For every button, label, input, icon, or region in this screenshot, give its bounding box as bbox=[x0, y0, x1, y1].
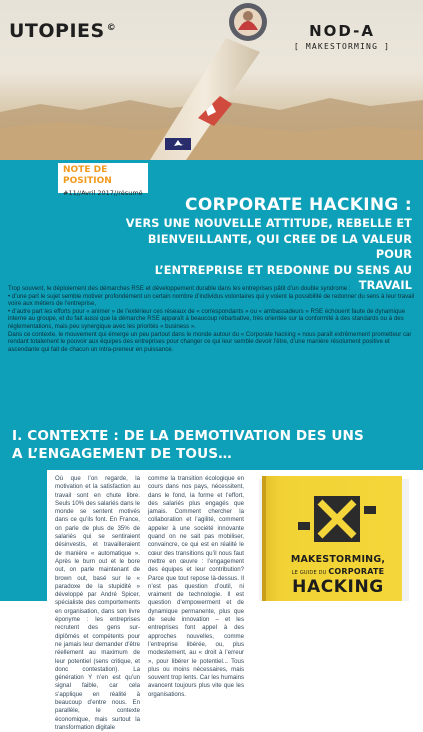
note-de-position-box bbox=[58, 163, 148, 197]
intro-bullet-1: • d’une part le sujet semble motiver profondément un certain nombre d’individus volontaires qui y voient la possibilité de redonner du sens à leur travail voire aux métiers de l’entreprise, bbox=[8, 292, 415, 308]
book-emblem-icon bbox=[296, 492, 378, 552]
body-column-2 bbox=[148, 475, 244, 699]
hero-image bbox=[0, 0, 423, 160]
utopies-logo: UTOPIES © bbox=[9, 20, 117, 42]
column-2-text: comme la transition écologique en cours dans nos pays, nécessitent, dans le fond, la forme et l’effort, des salariés plus engagés que jamais. Comment chercher la collaboration et l’agilité, comment appeler à une société innovante quand on ne sait pas mobiliser, convaincre, ce qui est en réalité le cœur des transitions qu’il nous faut mettre en œuvre : l’engagement des équipes et leur contribution? Parce que tout repose là-dessus. Il n’est pas question d’outil, ni vraiment de technologie. Il est question d’empowerment et de dynamique permanente, plus que de seule innovation – et les entreprises font appel à des approches nouvelles, comme l’entreprise libérée, ou, plus modestement, au « droit à l’erreur », pour libérer le potentiel... Tous plus ou moins nécessaires, mais souvent trop lents. Car les humains avancent toujours plus vite que les organisations. bbox=[148, 475, 244, 698]
note-title: NOTE DE POSITION bbox=[63, 165, 112, 186]
headline-line-3: L’ENTREPRISE ET REDONNE DU SENS AU TRAVAIL bbox=[154, 264, 412, 292]
headline-main: CORPORATE HACKING : bbox=[185, 195, 412, 215]
section-heading bbox=[12, 428, 412, 463]
intro-paragraph bbox=[8, 285, 415, 353]
headline-line-2: BIENVEILLANTE, QUI CREE DE LA VALEUR POUR bbox=[147, 233, 412, 261]
book-title-hacking: HACKING bbox=[292, 577, 384, 597]
book-title-guide: LE GUIDE DU bbox=[291, 570, 327, 576]
column-1-text: Où que l’on regarde, la motivation et la satisfaction au travail sont en chute libre. Seuls 10% des salariés dans le monde se sentent motivés dans ce qu’ils font. En France, on parle de plus de 35% de salariés qui se sentiraient désinvestis, et travailleraient de manière « automatique ». Après le burn out et le bore out, on parle maintenant de brown out, basé sur le « paradoxe de la stupidité » développé par André Spicer, spécialiste des comportements en organisation, dans son livre éponyme : les entreprises recrutent des gens sur-diplômés et compétents pour ne jamais leur demander d’être réellement au maximum de leur potentiel (sens critique, et donc contestation). La génération Y n’en est qu’un signal faible, car cela s’applique en réalité à beaucoup d’entre nous. En parallèle, le contexte économique, mais surtout la transformation digitale bbox=[55, 475, 140, 731]
nod-a-logo bbox=[283, 22, 401, 51]
book-title-line-1: MAKESTORMING, bbox=[290, 554, 386, 565]
intro-lead: Trop souvent, le déploiement des démarches RSE et développement durable dans les entreprises pâtit d’un double syndrome : bbox=[8, 285, 351, 292]
section-heading-line-1: I. CONTEXTE : DE LA DEMOTIVATION DES UNS bbox=[12, 428, 364, 444]
makestorming-tagline: [ MAKESTORMING ] bbox=[293, 42, 391, 51]
headline-line-1: VERS UNE NOUVELLE ATTITUDE, REBELLE ET bbox=[125, 217, 412, 230]
nod-a-wordmark: NOD-A bbox=[309, 22, 375, 40]
book-title-line-2 bbox=[274, 567, 402, 576]
note-subtitle: #11//Avril 2017//résumé bbox=[63, 189, 143, 197]
main-headline bbox=[120, 196, 412, 293]
intro-closing: Dans ce contexte, le mouvement qui émerge un peu partout dans le monde autour du « Corporate hacking » nous paraît extrêmement prometteur car rendant totalement le pouvoir aux équipes des entreprises pour changer ce qui leur semble devoir l’être, d’une manière résolument positive et ascendante qui fait de chacun un intra-preneur en puissance. bbox=[8, 330, 412, 353]
body-column-1 bbox=[55, 475, 140, 732]
book-title-corporate: CORPORATE bbox=[328, 567, 385, 576]
section-heading-line-2: A L’ENGAGEMENT DE TOUS… bbox=[12, 445, 232, 462]
intro-bullet-2: • d’autre part les efforts pour « animer » de l’extérieur ces réseaux de « correspondants » ou « ambassadeurs » RSE échouent faute de dynamique interne au groupe, et du fait aussi que la démarche RSE apparaît à beaucoup rébarbative, très orientée sur la conformité à des standards ou à des réglementations, mais peu synergique avec les priorités « business ». bbox=[8, 307, 405, 330]
makestorming-book-cover bbox=[262, 476, 402, 601]
